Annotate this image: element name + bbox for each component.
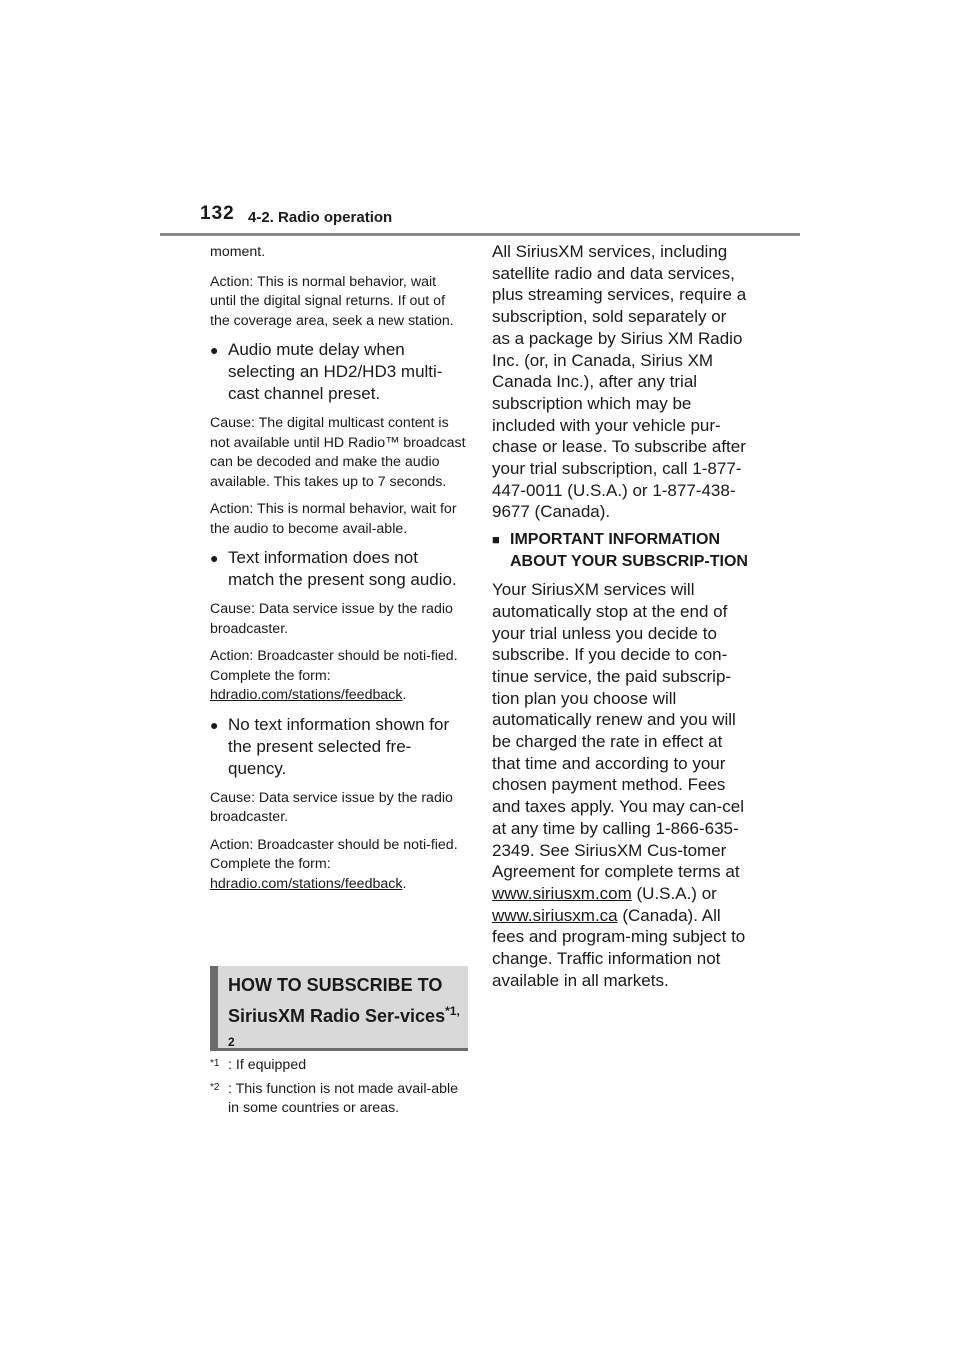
paragraph-terms: [492, 579, 748, 991]
important-info-heading: [492, 529, 748, 573]
feedback-link-2[interactable]: hdradio.com/stations/feedback: [210, 875, 403, 892]
paragraph-cause-3: Cause: Data service issue by the radio broadcaster.: [210, 789, 453, 825]
subscribe-heading-text: HOW TO SUBSCRIBE TO SiriusXM Radio Ser-vices: [228, 975, 446, 1026]
right-column: [492, 241, 748, 998]
subscribe-heading-box: [210, 966, 468, 1051]
paragraph-action-2: Action: This is normal behavior, wait for the audio to become avail-able.: [210, 501, 457, 537]
terms-text: Your SiriusXM services will automatically stop at the end of your trial unless you decide to subscribe. If you decide to con-tinue service, the paid subscrip-tion plan you choose will automatically renew and you will be charged the rate in effect at that time and according to your chosen payment method. Fees and taxes apply. You may can-cel at any time by calling 1-866-635-2349. See SiriusXM Cus-tomer Agreement for complete terms at: [492, 580, 745, 882]
bullet-text: Text information does not match the present song audio.: [228, 548, 457, 589]
siriusxm-com-link[interactable]: www.siriusxm.com: [492, 883, 632, 903]
subscribe-heading: [228, 972, 460, 1060]
left-column: [210, 243, 466, 902]
footnote-2: [210, 1080, 468, 1118]
paragraph-action-1: Action: This is normal behavior, wait until the digital signal returns. If out of the coverage area, seek a new station.: [210, 273, 454, 329]
footnote-text: : If equipped: [228, 1057, 307, 1073]
bullet-icon: ●: [210, 716, 219, 733]
terms-text: (Canada). All fees and program-ming subject to change. Traffic information not available in all markets.: [492, 905, 746, 990]
siriusxm-ca-link[interactable]: www.siriusxm.ca: [492, 905, 618, 925]
footnote-text: : This function is not made avail-able in some countries or areas.: [228, 1081, 459, 1116]
action-text: Action: Broadcaster should be noti-fied. Complete the form:: [210, 836, 458, 872]
bullet-icon: ●: [210, 342, 219, 358]
section-title: 4-2. Radio operation: [248, 209, 393, 226]
paragraph-subscription: All SiriusXM services, including satellite radio and data services, plus streaming services, require a subscription, sold separately or as a package by Sirius XM Radio Inc. (or, in Canada, Sirius XM Canada Inc.), after any trial subscription which may be included with your vehicle pur-chase or lease. To subscribe after your trial subscription, call 1-877-447-0011 (U.S.A.) or 1-877-438-9677 (Canada).: [492, 242, 747, 522]
paragraph-action-3: Action: Broadcaster should be noti-fied. Complete the form: hdradio.com/stations/feedback.: [210, 648, 458, 703]
paragraph-moment: moment.: [210, 244, 266, 260]
paragraph-action-4: Action: Broadcaster should be noti-fied. Complete the form: hdradio.com/stations/feedback.: [210, 836, 458, 892]
bullet-text: Audio mute delay when selecting an HD2/HD3 multi-cast channel preset.: [228, 340, 443, 403]
paragraph-cause-2: Cause: Data service issue by the radio broadcaster.: [210, 601, 453, 637]
feedback-link-1[interactable]: hdradio.com/stations/feedback: [210, 687, 403, 703]
bullet-text-mismatch: [210, 547, 466, 591]
header-rule: [160, 233, 800, 236]
bullet-audio-mute: [210, 339, 466, 405]
terms-text: (U.S.A.) or: [631, 883, 717, 903]
square-bullet-icon: ■: [492, 532, 500, 548]
footnote-marker: *1: [210, 1058, 220, 1069]
action-text: Action: Broadcaster should be noti-fied. Complete the form:: [210, 648, 458, 684]
page-number: 132: [200, 203, 235, 224]
footnote-1: [210, 1056, 468, 1075]
bullet-no-text: [210, 714, 466, 780]
bullet-text: No text information shown for the present selected fre-quency.: [228, 714, 450, 778]
footnote-ref: *1, 2: [228, 1004, 460, 1049]
footnote-marker: *2: [210, 1082, 220, 1093]
footnotes: [210, 1056, 468, 1123]
bullet-icon: ●: [210, 550, 219, 566]
heading-text: IMPORTANT INFORMATION ABOUT YOUR SUBSCRIP-TION: [510, 531, 748, 571]
paragraph-cause-1: Cause: The digital multicast content is not available until HD Radio™ broadcast can be decoded and make the audio available. This takes up to 7 seconds.: [210, 415, 466, 490]
